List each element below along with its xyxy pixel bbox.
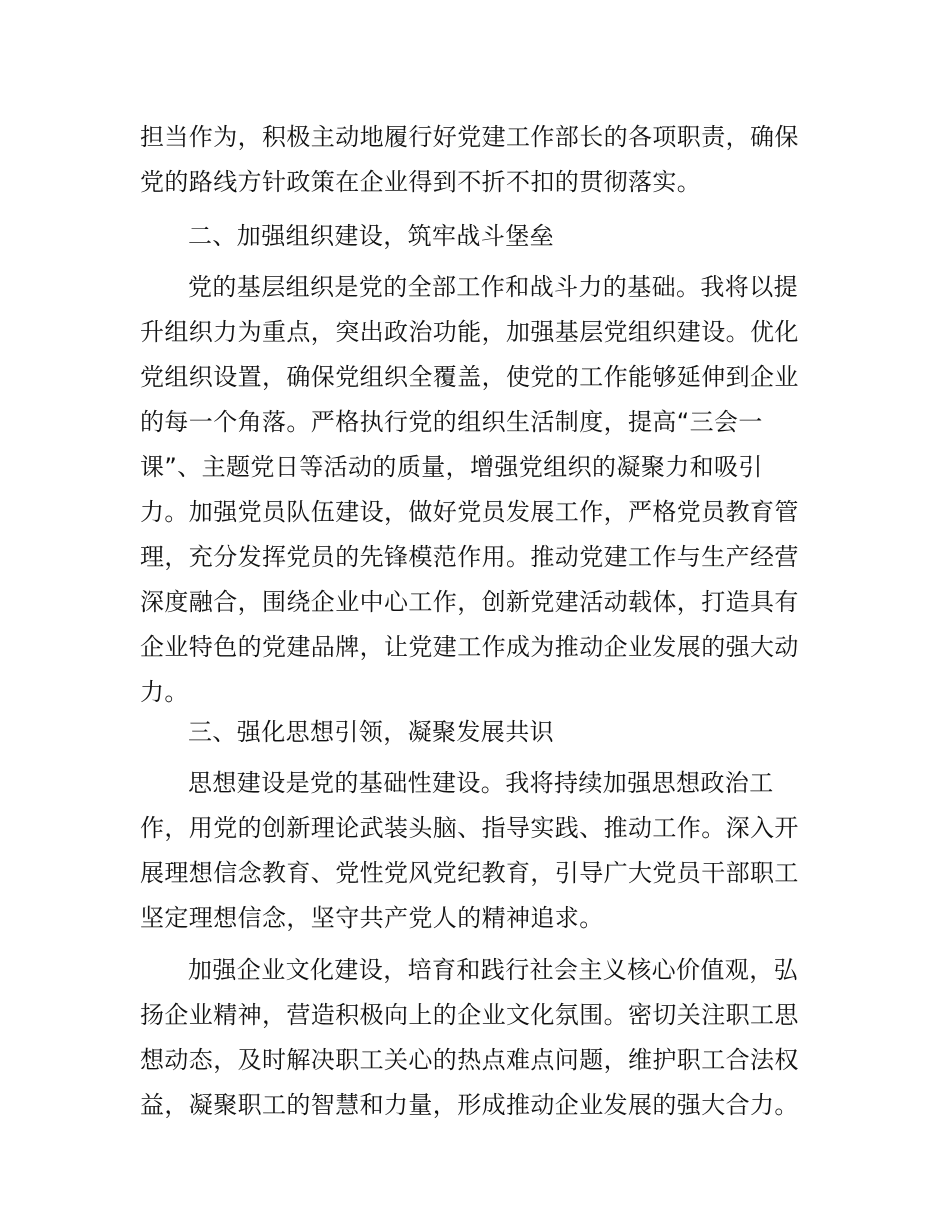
- section-heading: 三、强化思想引领，凝聚发展共识: [188, 718, 554, 746]
- body-text-line: 课”、主题党日等活动的质量，增强党组织的凝聚力和吸引: [140, 453, 763, 481]
- body-text-line: 加强企业文化建设，培育和践行社会主义核心价值观，弘: [188, 956, 798, 984]
- body-text-line: 理，充分发挥党员的先锋模范作用。推动党建工作与生产经营: [140, 543, 799, 571]
- body-text-line: 想动态，及时解决职工关心的热点难点问题，维护职工合法权: [140, 1046, 799, 1074]
- body-text-line: 的每一个角落。严格执行党的组织生活制度，提高“三会一: [140, 408, 763, 436]
- body-text-line: 力。加强党员队伍建设，做好党员发展工作，严格党员教育管: [140, 498, 799, 526]
- body-text-line: 深度融合，围绕企业中心工作，创新党建活动载体，打造具有: [140, 588, 799, 616]
- body-text-line: 思想建设是党的基础性建设。我将持续加强思想政治工: [188, 769, 774, 797]
- body-text-line: 益，凝聚职工的智慧和力量，形成推动企业发展的强大合力。: [140, 1091, 799, 1119]
- body-text-line: 党组织设置，确保党组织全覆盖，使党的工作能够延伸到企业: [140, 363, 799, 391]
- body-text-line: 党的路线方针政策在企业得到不折不扣的贯彻落实。: [140, 168, 702, 196]
- body-text-line: 力。: [140, 678, 189, 706]
- body-text-line: 党的基层组织是党的全部工作和战斗力的基础。我将以提: [188, 273, 798, 301]
- body-text-line: 作，用党的创新理论武装头脑、指导实践、推动工作。深入开: [140, 814, 799, 842]
- section-heading: 二、加强组织建设，筑牢战斗堡垒: [188, 222, 554, 250]
- body-text-line: 担当作为，积极主动地履行好党建工作部长的各项职责，确保: [140, 123, 799, 151]
- body-text-line: 坚定理想信念，坚守共产党人的精神追求。: [140, 904, 604, 932]
- body-text-line: 升组织力为重点，突出政治功能，加强基层党组织建设。优化: [140, 318, 799, 346]
- body-text-line: 扬企业精神，营造积极向上的企业文化氛围。密切关注职工思: [140, 1001, 799, 1029]
- body-text-line: 展理想信念教育、党性党风党纪教育，引导广大党员干部职工: [140, 859, 799, 887]
- body-text-line: 企业特色的党建品牌，让党建工作成为推动企业发展的强大动: [140, 633, 799, 661]
